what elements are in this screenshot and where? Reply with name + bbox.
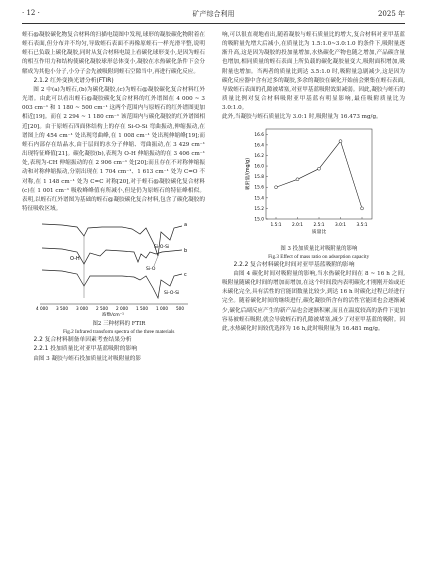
ftir-x-tick: 1 500: [136, 306, 148, 312]
ftir-x-tick: 500: [176, 306, 184, 312]
ftir-x-tick: 2 000: [116, 306, 128, 312]
ftir-x-tick: 4 000: [36, 306, 48, 312]
ftir-x-tick: 1 000: [156, 306, 168, 312]
mass-ratio-chart: [222, 123, 405, 241]
ftir-curve-c: [42, 270, 182, 298]
section-2-2-2-heading: 2.2.2 复合材料碳化时间对亚甲基蓝吸附的影响: [233, 261, 355, 268]
fig3-data-point: [296, 177, 299, 180]
fig3-x-tick-label: 1.5:1: [270, 222, 282, 228]
ftir-curve-a: [42, 224, 182, 256]
fig3-y-tick-label: 15.6: [254, 185, 264, 191]
left-paragraph-2: 图 2 中(a)为蛭石,(b)为碳化凝胶,(c)为蛭石@凝胶碳化复合材料红外光谱。由此可以看出蛭石@凝胶碳化复合材料的红外谱图在 4 000 ~ 3 003 cm⁻¹ 和 1 180 ~ 500 cm⁻¹ 这两个范围内与原蛭石的红外谱图更加相近[19]。而在 2 294 ~ 1 180 cm⁻¹ 该范围内与碳化凝胶的红外谱图相近[20]。由于原蛭石四面体结构上的存在 Si-O-Si 弯曲振动,伸缩振动,在谱图上的 454 cm⁻¹ 处出现弯曲峰,在 1 008 cm⁻¹ 处出现伸缩峰[19];而蛭石内部存在结晶水,由于层间的水分子伸缩、弯曲振动,在 3 429 cm⁻¹ 出现特征峰值[21]。碳化凝胶(b),表现为 O-H 伸缩振动的在 3 406 cm⁻¹ 处,表现为-CH 伸缩振动的在 2 906 cm⁻¹ 处[20];而且存在不对称伸缩振动和对称伸缩振动,分别出现在 1 704 cm⁻¹、1 613 cm⁻¹ 处为 C=O 不对称,在 1 148 cm⁻¹ 处为 C=C 对称[20],对于蛭石@凝胶碳化复合材料(c)在 1 001 cm⁻¹ 吸收峰峰值有所减小,但是仍为原蛭石的特征峰相似。表明,以蛭石红外谱图为基础的蛭石@凝胶碳化复合材料,包含了碳化凝胶的特征吸收区域。: [22, 86, 205, 212]
year: 2025 年: [377, 10, 405, 18]
fig3-y-label: 吸附量/(mg/g): [246, 157, 251, 190]
left-paragraph-3: 由图 3 凝胶与蛭石投加质量比对吸附量的影: [33, 355, 141, 362]
fig3-data-point: [361, 206, 364, 209]
label-band-sio: Si-O: [146, 267, 156, 273]
fig3-x-tick-label: 2.0:1: [291, 222, 304, 228]
figure-3-caption: 图 3 投加质量比对吸附量的影响: [280, 245, 358, 252]
header-rule: [22, 23, 405, 24]
fig3-x-tick-label: 3.0:1: [334, 222, 347, 228]
label-curve-a: a: [184, 222, 188, 229]
fig3-data-point: [275, 185, 278, 188]
ftir-chart: [22, 214, 205, 316]
ftir-curve-b: [42, 248, 182, 264]
figure-2-caption: 图2 三种材料的 FTIR: [92, 321, 146, 328]
fig3-x-tick-label: 2.5:1: [313, 222, 325, 228]
figure-2: [22, 214, 205, 336]
fig3-y-tick-label: 15.2: [254, 206, 264, 212]
fig3-plot-frame: [266, 129, 372, 219]
label-curve-c: c: [184, 272, 187, 279]
band-line-sio: [154, 256, 158, 266]
page-header: [22, 9, 405, 21]
figure-3-caption-en: Fig.3 Effect of mass ratio on adsorption capacity: [268, 253, 370, 260]
section-2-2-1-heading: 2.2.1 投加质量比对亚甲基蓝吸附的影响: [33, 346, 138, 353]
page-number: · 12 ·: [22, 9, 40, 17]
label-curve-b: b: [184, 248, 188, 255]
right-paragraph-tail: 此外,当凝胶与蛭石质量比为 3.0:1 时,吸附量为 16.473 mg/g。: [222, 114, 382, 121]
right-paragraph-1: 响,可以很直观地看出,随着凝胶与蛭石质量比的增大,复合材料对亚甲基蓝的吸附量先增大后减小,在质量比为 1.5:1.0~3.0:1.0 的条件下,吸附量逐渐升高,这是因为凝胶的投加量增加,水热碳化产物也随之增加,产品碳含量也增加,相同质量的蛭石表面上所负载的碳化凝胶量变大,吸附面积增加,吸附量也增加。当两者的质量比到达 3.5:1.0 时,吸附量急剧减少,这是因为碳化反应器中含有过多的凝胶,多余的凝胶在碳化开始前会聚集在蛭石表面,导致蛭石表面的孔隙被堵塞,对亚甲基蓝吸附效果减弱。因此,凝胶与蛭石的质量比例对复合材料吸附亚甲基蓝有明显影响,最佳吸附质量比为 3.0:1.0。: [222, 32, 405, 112]
fig3-axes: [244, 129, 372, 235]
fig3-y-tick-label: 15.8: [254, 174, 264, 180]
fig3-y-tick-label: 15.4: [254, 195, 264, 201]
figure-3: [222, 123, 405, 261]
fig3-data-point: [318, 167, 321, 170]
right-paragraph-2: 由图 4 碳化时间对吸附量的影响,当水热碳化时间在 8 ~ 16 h 之间,吸附量随碳化时间的增加而增加,在这个时间段内表明碳化才刚刚开始或还未碳化完全,具有活性的官能团数量比较少,到达 16 h 时碳化过程已经进行完全。随着碳化时间的继续进行,碳化凝胶所含有的活性官能团也会逐渐减少,碳化后副反应产生的新产品也会逐渐积累,而且在温度较高的条件下更加容易被蛭石吸附,就会导致蛭石的孔隙被堵塞,减少了对亚甲基蓝的吸附。因此,水热碳化时间较优选择为 16 h,此时吸附量为 16.481 mg/g。: [222, 270, 405, 332]
fig3-data-point: [339, 139, 342, 142]
ftir-x-label: 波数/cm⁻¹: [102, 313, 125, 317]
figure-2-caption-en: Fig.2 Infrared transform spectra of the three materials: [62, 329, 175, 336]
ftir-x-tick: 3 500: [56, 306, 68, 312]
left-column: [22, 31, 205, 364]
journal-name: 矿产综合利用: [192, 10, 235, 18]
ftir-x-tick: 3 000: [76, 306, 88, 312]
fig3-x-label: 质量比: [311, 229, 327, 235]
label-band-oh: O-H: [70, 256, 80, 263]
fig3-series-line: [276, 141, 362, 208]
fig3-y-tick-label: 16.4: [254, 142, 264, 148]
fig3-x-tick-label: 3.5:1: [356, 222, 368, 228]
fig3-y-tick-label: 16.2: [254, 153, 264, 159]
label-band-siosi-1: Si-O-Si: [154, 245, 170, 251]
section-2-1-2-heading: 2.1.2 红外变换光谱分析(FTIR): [33, 77, 114, 84]
fig3-y-tick-label: 15.0: [254, 217, 264, 223]
fig3-y-tick-label: 16.6: [254, 132, 264, 138]
section-2-2-heading: 2.2 复合材料制备单因素考查结果分析: [33, 337, 132, 344]
label-band-siosi-2: Si-O-Si: [164, 291, 180, 297]
fig3-y-tick-label: 16.0: [254, 164, 264, 170]
fig3-marks: [275, 139, 364, 209]
left-paragraph-1: 蛭石@凝胶碳化物复合材料的扫描电镜图中发现,球形的凝胶碳化物附着在蛭石表面,但分布并不均匀,导致蛭石表面不再像原蛭石一样光滑平整,说明蛭石已负载上碳化凝胶,同时从复合材料电镜上看碳化球形变小,是因为蛭石的相互作用力和结构使碳化凝胶球形总体变小,凝胶在水热碳化条件下会分解成为其他小分子,小分子会先被吸附到蛭石空隙当中,再进行碳化反应。: [22, 32, 205, 75]
right-column: [222, 31, 405, 334]
ftir-x-tick: 2 500: [96, 306, 108, 312]
